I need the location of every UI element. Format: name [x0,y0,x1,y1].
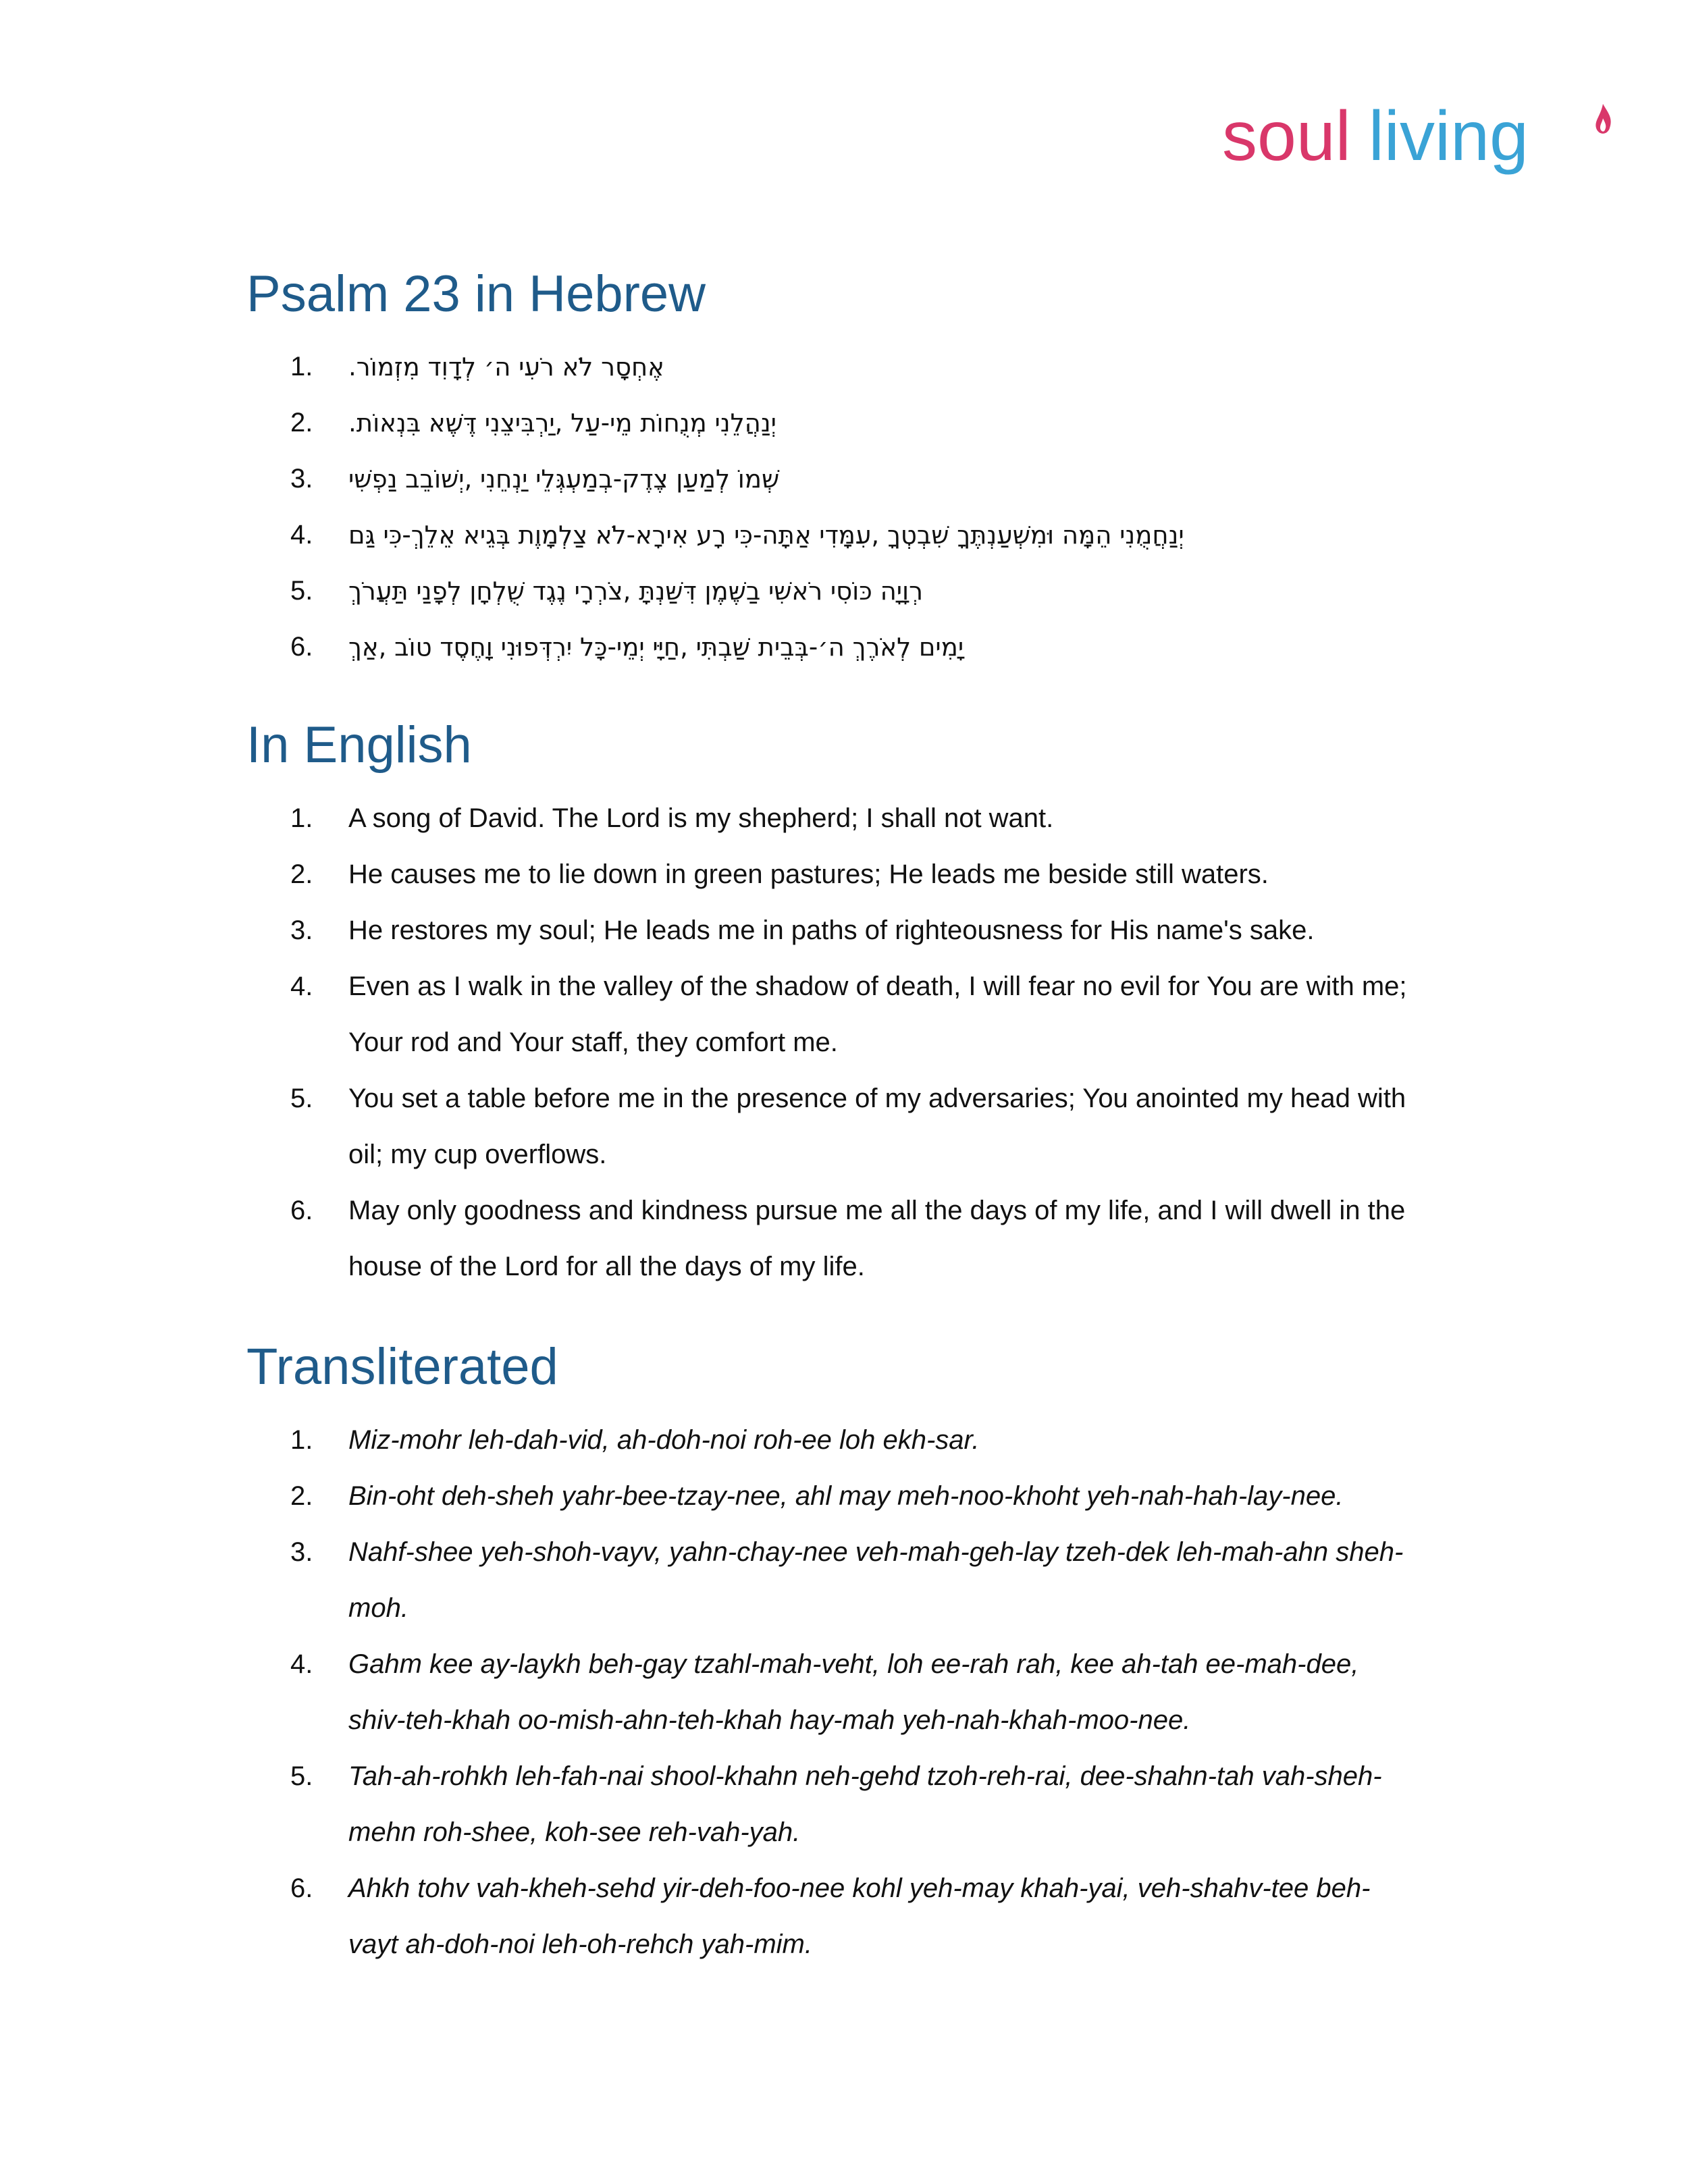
verse-number: 4. [290,1649,313,1679]
verse-text: יְנַהֲלֵנִי מְנֻחוֹת מֵי-עַל ,יַרְבִּיצֵנִי דֶּשֶׁא בִּנְאוֹת. [348,408,776,437]
section-title-hebrew: Psalm 23 in Hebrew [246,265,706,323]
verse-text: Miz-mohr leh-dah-vid, ah-doh-noi roh-ee loh ekh-sar. [348,1425,980,1455]
verse-number: 3. [290,1537,313,1567]
hebrew-verse [290,563,1452,619]
verse-text: Ahkh tohv vah-kheh-sehd yir-deh-foo-nee kohl yeh-may khah-yai, veh-shahv-tee beh- vayt ah-doh-noi leh-oh-rehch yah-mim. [348,1873,1371,1959]
transliterated-verse [290,1861,1452,1973]
verse-text: שְׁמוֹ לְמַעַן צֶדֶק-בְמַעְגְּלֵי יַנְחֵנִי ,יְשׁוֹבֵב נַפְשִׁי [348,464,780,494]
logo-word-soul: soul [1222,97,1351,176]
hebrew-verse [290,395,1452,451]
hebrew-verse [290,619,1452,675]
verse-number: 2. [290,1481,313,1511]
verse-number: 1. [290,803,313,833]
transliterated-verse [290,1636,1452,1749]
english-verse [290,791,1452,847]
english-verse [290,1183,1452,1295]
logo [1222,97,1533,203]
verse-text: Bin-oht deh-sheh yahr-bee-tzay-nee, ahl may meh-noo-khoht yeh-nah-hah-lay-nee. [348,1481,1344,1511]
verse-number: 2. [290,859,313,889]
verse-text: A song of David. The Lord is my shepherd; I shall not want. [348,803,1054,833]
verse-text: He causes me to lie down in green pastures; He leads me beside still waters. [348,859,1269,889]
hebrew-verse [290,339,1452,395]
logo-word-living-text: living [1368,97,1529,176]
verse-number: 4. [290,971,313,1001]
english-verse [290,847,1452,903]
verse-text: Tah-ah-rohkh leh-fah-nai shool-khahn neh-gehd tzoh-reh-rai, dee-shahn-tah vah-sheh- mehn roh-shee, koh-see reh-vah-yah. [348,1761,1382,1847]
verse-number: 2. [290,408,313,437]
hebrew-verse-list [290,339,1452,675]
verse-text: Nahf-shee yeh-shoh-vayv, yahn-chay-nee veh-mah-geh-lay tzeh-dek leh-mah-ahn sheh- moh. [348,1537,1404,1623]
verse-text: May only goodness and kindness pursue me all the days of my life, and I will dwell in the house of the Lord for all the days of my life. [348,1196,1406,1281]
logo-word-living [1369,97,1529,176]
transliterated-verse [290,1524,1452,1636]
hebrew-verse [290,507,1452,563]
verse-text: He restores my soul; He leads me in paths of righteousness for His name's sake. [348,915,1315,945]
verse-number: 6. [290,1196,313,1225]
section-title-transliterated: Transliterated [246,1338,558,1395]
english-verse [290,959,1452,1071]
verse-number: 6. [290,632,313,662]
verse-text: יָמִים לְאֹרֶךְ ה׳-בְּבֵית שַׁבְתִּי ,חַיָּי יְמֵי-כָּל יִרְדְּפוּנִי וָחֶסֶד טוֹב ,אַךְ [348,633,964,662]
verse-number: 1. [290,1425,313,1455]
english-verse [290,903,1452,959]
verse-text: יְנַחֲמֻנִי הֵמָּה וּמִשְׁעַנְתֶּךָ שִׁבְטְךָ ,עִמָּדִי אַתָּה-כִּי רָע אִירָא-לֹא צַלְמָוֶת בְּגֵיא אֵלֵךְ-כִּי גַּם [348,521,1184,550]
transliterated-verse [290,1412,1452,1468]
verse-number: 5. [290,576,313,606]
verse-text: You set a table before me in the presence of my adversaries; You anointed my head with oil; my cup overflows. [348,1084,1406,1169]
flame-icon [1589,103,1616,142]
verse-number: 5. [290,1761,313,1791]
verse-number: 6. [290,1873,313,1903]
verse-number: 3. [290,915,313,945]
hebrew-verse [290,451,1452,507]
transliterated-verse [290,1468,1452,1524]
verse-number: 1. [290,352,313,381]
transliterated-verse-list [290,1412,1452,1973]
transliterated-verse [290,1749,1452,1861]
verse-text: Even as I walk in the valley of the shadow of death, I will fear no evil for You are with me; Your rod and Your staff, they comfort me. [348,971,1407,1057]
section-title-english: In English [246,716,472,774]
verse-text: Gahm kee ay-laykh beh-gay tzahl-mah-veht, loh ee-rah rah, kee ah-tah ee-mah-dee, shiv-teh-khah oo-mish-ahn-teh-khah hay-mah yeh-nah-khah-moo-nee. [348,1649,1359,1735]
verse-number: 5. [290,1084,313,1113]
english-verse [290,1071,1452,1183]
english-verse-list [290,791,1452,1295]
verse-text: אֶחְסָר לֹא רֹעִי ה׳ לְדָוִד מִזְמוֹר. [348,352,664,381]
verse-number: 4. [290,520,313,550]
verse-text: רְוָיָה כּוֹסִי רֹאשִׁי בַשֶּׁמֶן דִּשַּׁנְתָּ ,צֹרְרָי נֶגֶד שֻׁלְחָן לְפָנַי תַּעֲרֹךְ [348,577,923,606]
verse-number: 3. [290,464,313,494]
